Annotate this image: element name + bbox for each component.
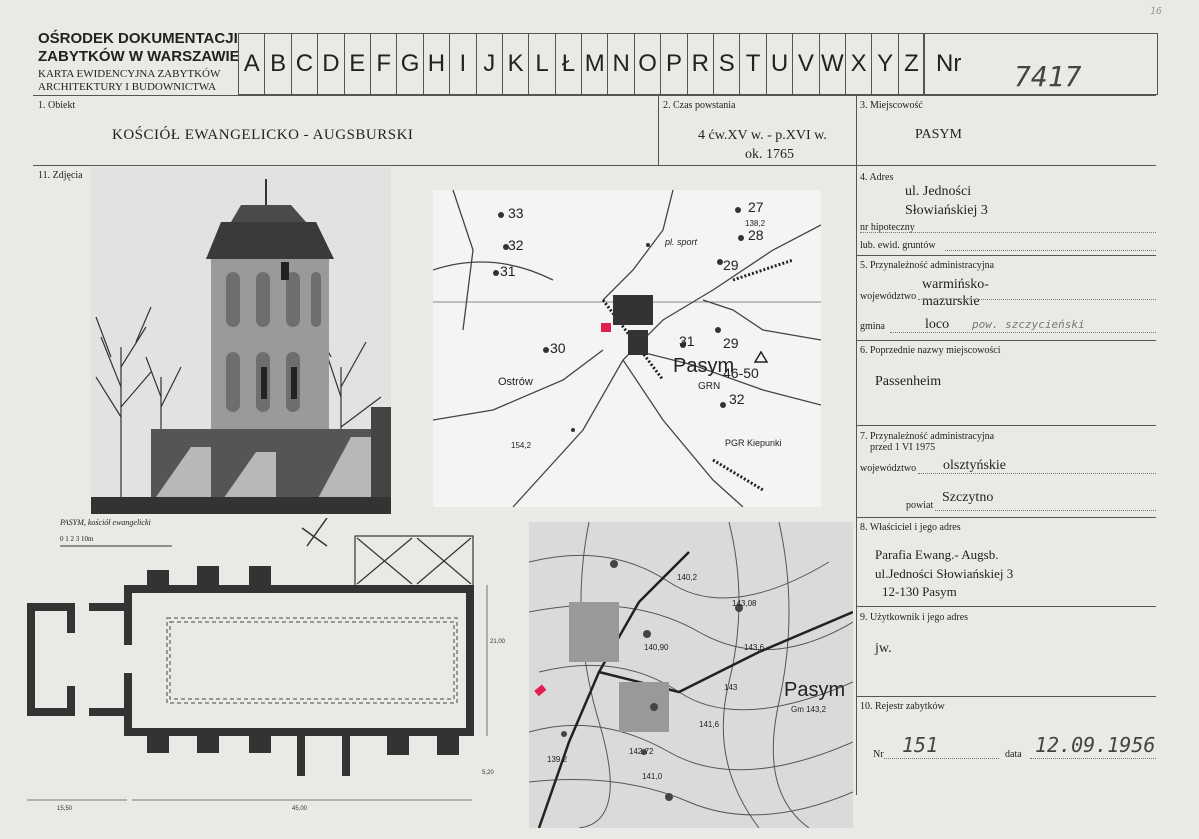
obiekt-value: KOŚCIÓŁ EWANGELICKO - AUGSBURSKI bbox=[112, 127, 414, 143]
rejestr-data-value: 12.09.1956 bbox=[1035, 733, 1156, 757]
map2-label: 143,6 bbox=[744, 643, 765, 652]
map1-label: 29 bbox=[723, 257, 739, 273]
letter-10: K bbox=[503, 34, 529, 94]
map1-label: pl. sport bbox=[665, 237, 698, 247]
przed1975-woj-label: województwo bbox=[860, 463, 917, 474]
org-line1: OŚRODEK DOKUMENTACJI bbox=[38, 30, 238, 47]
adres-label: 4. Adres bbox=[860, 172, 894, 183]
gmina-note: pow. szczycieński bbox=[972, 318, 1085, 331]
map1-label: 27 bbox=[748, 199, 764, 215]
letter-25: Z bbox=[904, 50, 919, 77]
letter-7: H bbox=[424, 34, 450, 94]
plan-dim: 45,00 bbox=[292, 806, 308, 812]
letter-24: Y bbox=[872, 34, 898, 94]
rejestr-data-label: data bbox=[1005, 749, 1022, 760]
nr-label: Nr bbox=[936, 50, 962, 77]
nr-box bbox=[923, 33, 1158, 95]
letter-0: A bbox=[239, 34, 265, 94]
map1-label: 28 bbox=[748, 227, 764, 243]
map1-label: 33 bbox=[508, 205, 524, 221]
map1-label: 138,2 bbox=[745, 219, 766, 228]
nr-hipoteczny-label: nr hipoteczny bbox=[860, 222, 915, 233]
org-line2: ZABYTKÓW W WARSZAWIE bbox=[38, 48, 240, 65]
plan-dim: 21,00 bbox=[490, 639, 506, 645]
obiekt-label: 1. Obiekt bbox=[38, 100, 76, 111]
map1-town: Pasym bbox=[673, 355, 735, 377]
letter-5: F bbox=[371, 34, 397, 94]
letter-11: L bbox=[529, 34, 555, 94]
map1-label: PGR Kiepunki bbox=[725, 438, 782, 448]
map1-label: 46-50 bbox=[723, 365, 759, 381]
map1-label: 30 bbox=[550, 340, 566, 356]
map2-label: 143 bbox=[724, 683, 738, 692]
zdjecia-label: 11. Zdjęcia bbox=[38, 170, 83, 181]
letter-13: M bbox=[582, 34, 608, 94]
nr-value: 7417 bbox=[1014, 60, 1082, 93]
ewid-gruntow-label: lub. ewid. gruntów bbox=[860, 240, 936, 251]
plan-dim: 5,20 bbox=[482, 770, 494, 776]
card-type bbox=[38, 68, 220, 94]
map1-label: 32 bbox=[729, 391, 745, 407]
map1-label: GRN bbox=[698, 381, 721, 392]
map1-label: 31 bbox=[679, 333, 695, 349]
corner-mark: 16 bbox=[1150, 6, 1163, 17]
gmina-value: loco bbox=[925, 317, 950, 332]
letter-21: V bbox=[793, 34, 819, 94]
letters-index bbox=[238, 33, 925, 95]
letter-8: I bbox=[450, 34, 476, 94]
letter-4: E bbox=[345, 34, 371, 94]
czas-value2: ok. 1765 bbox=[745, 147, 794, 162]
miejscowosc-label: 3. Miejscowość bbox=[860, 100, 923, 111]
map2-label: 141,0 bbox=[642, 772, 663, 781]
przynaleznosc-label: 5. Przynależność administracyjna bbox=[860, 260, 995, 271]
letter-6: G bbox=[397, 34, 423, 94]
letter-3: D bbox=[318, 34, 344, 94]
letter-9: J bbox=[477, 34, 503, 94]
plan-title: PASYM, kościół ewangelicki bbox=[60, 518, 151, 527]
letter-12: Ł bbox=[556, 34, 582, 94]
card-line1: KARTA EWIDENCYJNA ZABYTKÓW bbox=[38, 68, 221, 80]
woj-label: województwo bbox=[860, 291, 917, 302]
wlasciciel-line3: 12-130 Pasym bbox=[882, 584, 957, 599]
wlasciciel-line1: Parafia Ewang.- Augsb. bbox=[875, 547, 999, 562]
czas-label: 2. Czas powstania bbox=[663, 100, 736, 111]
poprzednie-value: Passenheim bbox=[875, 374, 942, 389]
card-line2: ARCHITEKTURY I BUDOWNICTWA bbox=[38, 81, 217, 93]
map2-label: 140,2 bbox=[677, 573, 698, 582]
rejestr-label: 10. Rejestr zabytków bbox=[860, 701, 945, 712]
location-map-2 bbox=[529, 522, 853, 828]
uzytkownik-value: jw. bbox=[875, 641, 892, 656]
map2-town: Pasym bbox=[784, 679, 846, 701]
wlasciciel-line2: ul.Jedności Słowiańskiej 3 bbox=[875, 566, 1014, 581]
rejestr-nr-label: Nr bbox=[873, 749, 884, 760]
miejscowosc-value: PASYM bbox=[915, 127, 962, 142]
powiat-value: Szczytno bbox=[942, 490, 994, 505]
letter-18: S bbox=[714, 34, 740, 94]
przed1975-label2: przed 1 VI 1975 bbox=[870, 442, 936, 453]
letter-1: B bbox=[265, 34, 291, 94]
adres-value1: ul. Jedności bbox=[905, 184, 972, 199]
map2-label: 139,2 bbox=[547, 755, 568, 764]
map2-label: 142,72 bbox=[629, 747, 654, 756]
org-name bbox=[38, 30, 240, 66]
map2-label: Gm 143,2 bbox=[791, 705, 827, 714]
rejestr-nr-value: 151 bbox=[902, 733, 939, 757]
map1-label: Ostrów bbox=[498, 376, 533, 388]
letter-20: U bbox=[767, 34, 793, 94]
map2-label: 143,08 bbox=[732, 599, 757, 608]
letter-15: O bbox=[635, 34, 661, 94]
plan-dim: 15,50 bbox=[57, 806, 73, 812]
map1-label: 31 bbox=[500, 263, 516, 279]
letter-22: W bbox=[820, 34, 846, 94]
przed1975-label1: 7. Przynależność administracyjna bbox=[860, 431, 995, 442]
letter-2: C bbox=[292, 34, 318, 94]
powiat-label: powiat bbox=[906, 500, 934, 511]
map1-label: 29 bbox=[723, 335, 739, 351]
letter-23: X bbox=[846, 34, 872, 94]
letter-17: R bbox=[688, 34, 714, 94]
letter-19: T bbox=[740, 34, 766, 94]
czas-value1: 4 ćw.XV w. - p.XVI w. bbox=[698, 128, 827, 143]
gmina-label: gmina bbox=[860, 321, 885, 332]
plan-scale: 0 1 2 3 10m bbox=[60, 535, 94, 543]
wlasciciel-label: 8. Właściciel i jego adres bbox=[860, 522, 961, 533]
letter-16: P bbox=[661, 34, 687, 94]
letter-14: N bbox=[608, 34, 634, 94]
przed1975-woj-value: olsztyńskie bbox=[943, 458, 1006, 473]
uzytkownik-label: 9. Użytkownik i jego adres bbox=[860, 612, 969, 623]
map2-label: 141,6 bbox=[699, 720, 720, 729]
floor-plan bbox=[27, 518, 524, 828]
woj-value1: warmińsko- bbox=[922, 277, 989, 292]
map1-label: 154,2 bbox=[511, 441, 532, 450]
church-photo bbox=[91, 167, 391, 514]
map2-label: 140,90 bbox=[644, 643, 669, 652]
map1-label: 32 bbox=[508, 237, 524, 253]
woj-value2: mazurskie bbox=[922, 294, 980, 309]
adres-value2: Słowiańskiej 3 bbox=[905, 203, 988, 218]
location-map-1 bbox=[433, 190, 821, 507]
poprzednie-label: 6. Poprzednie nazwy miejscowości bbox=[860, 345, 1001, 356]
